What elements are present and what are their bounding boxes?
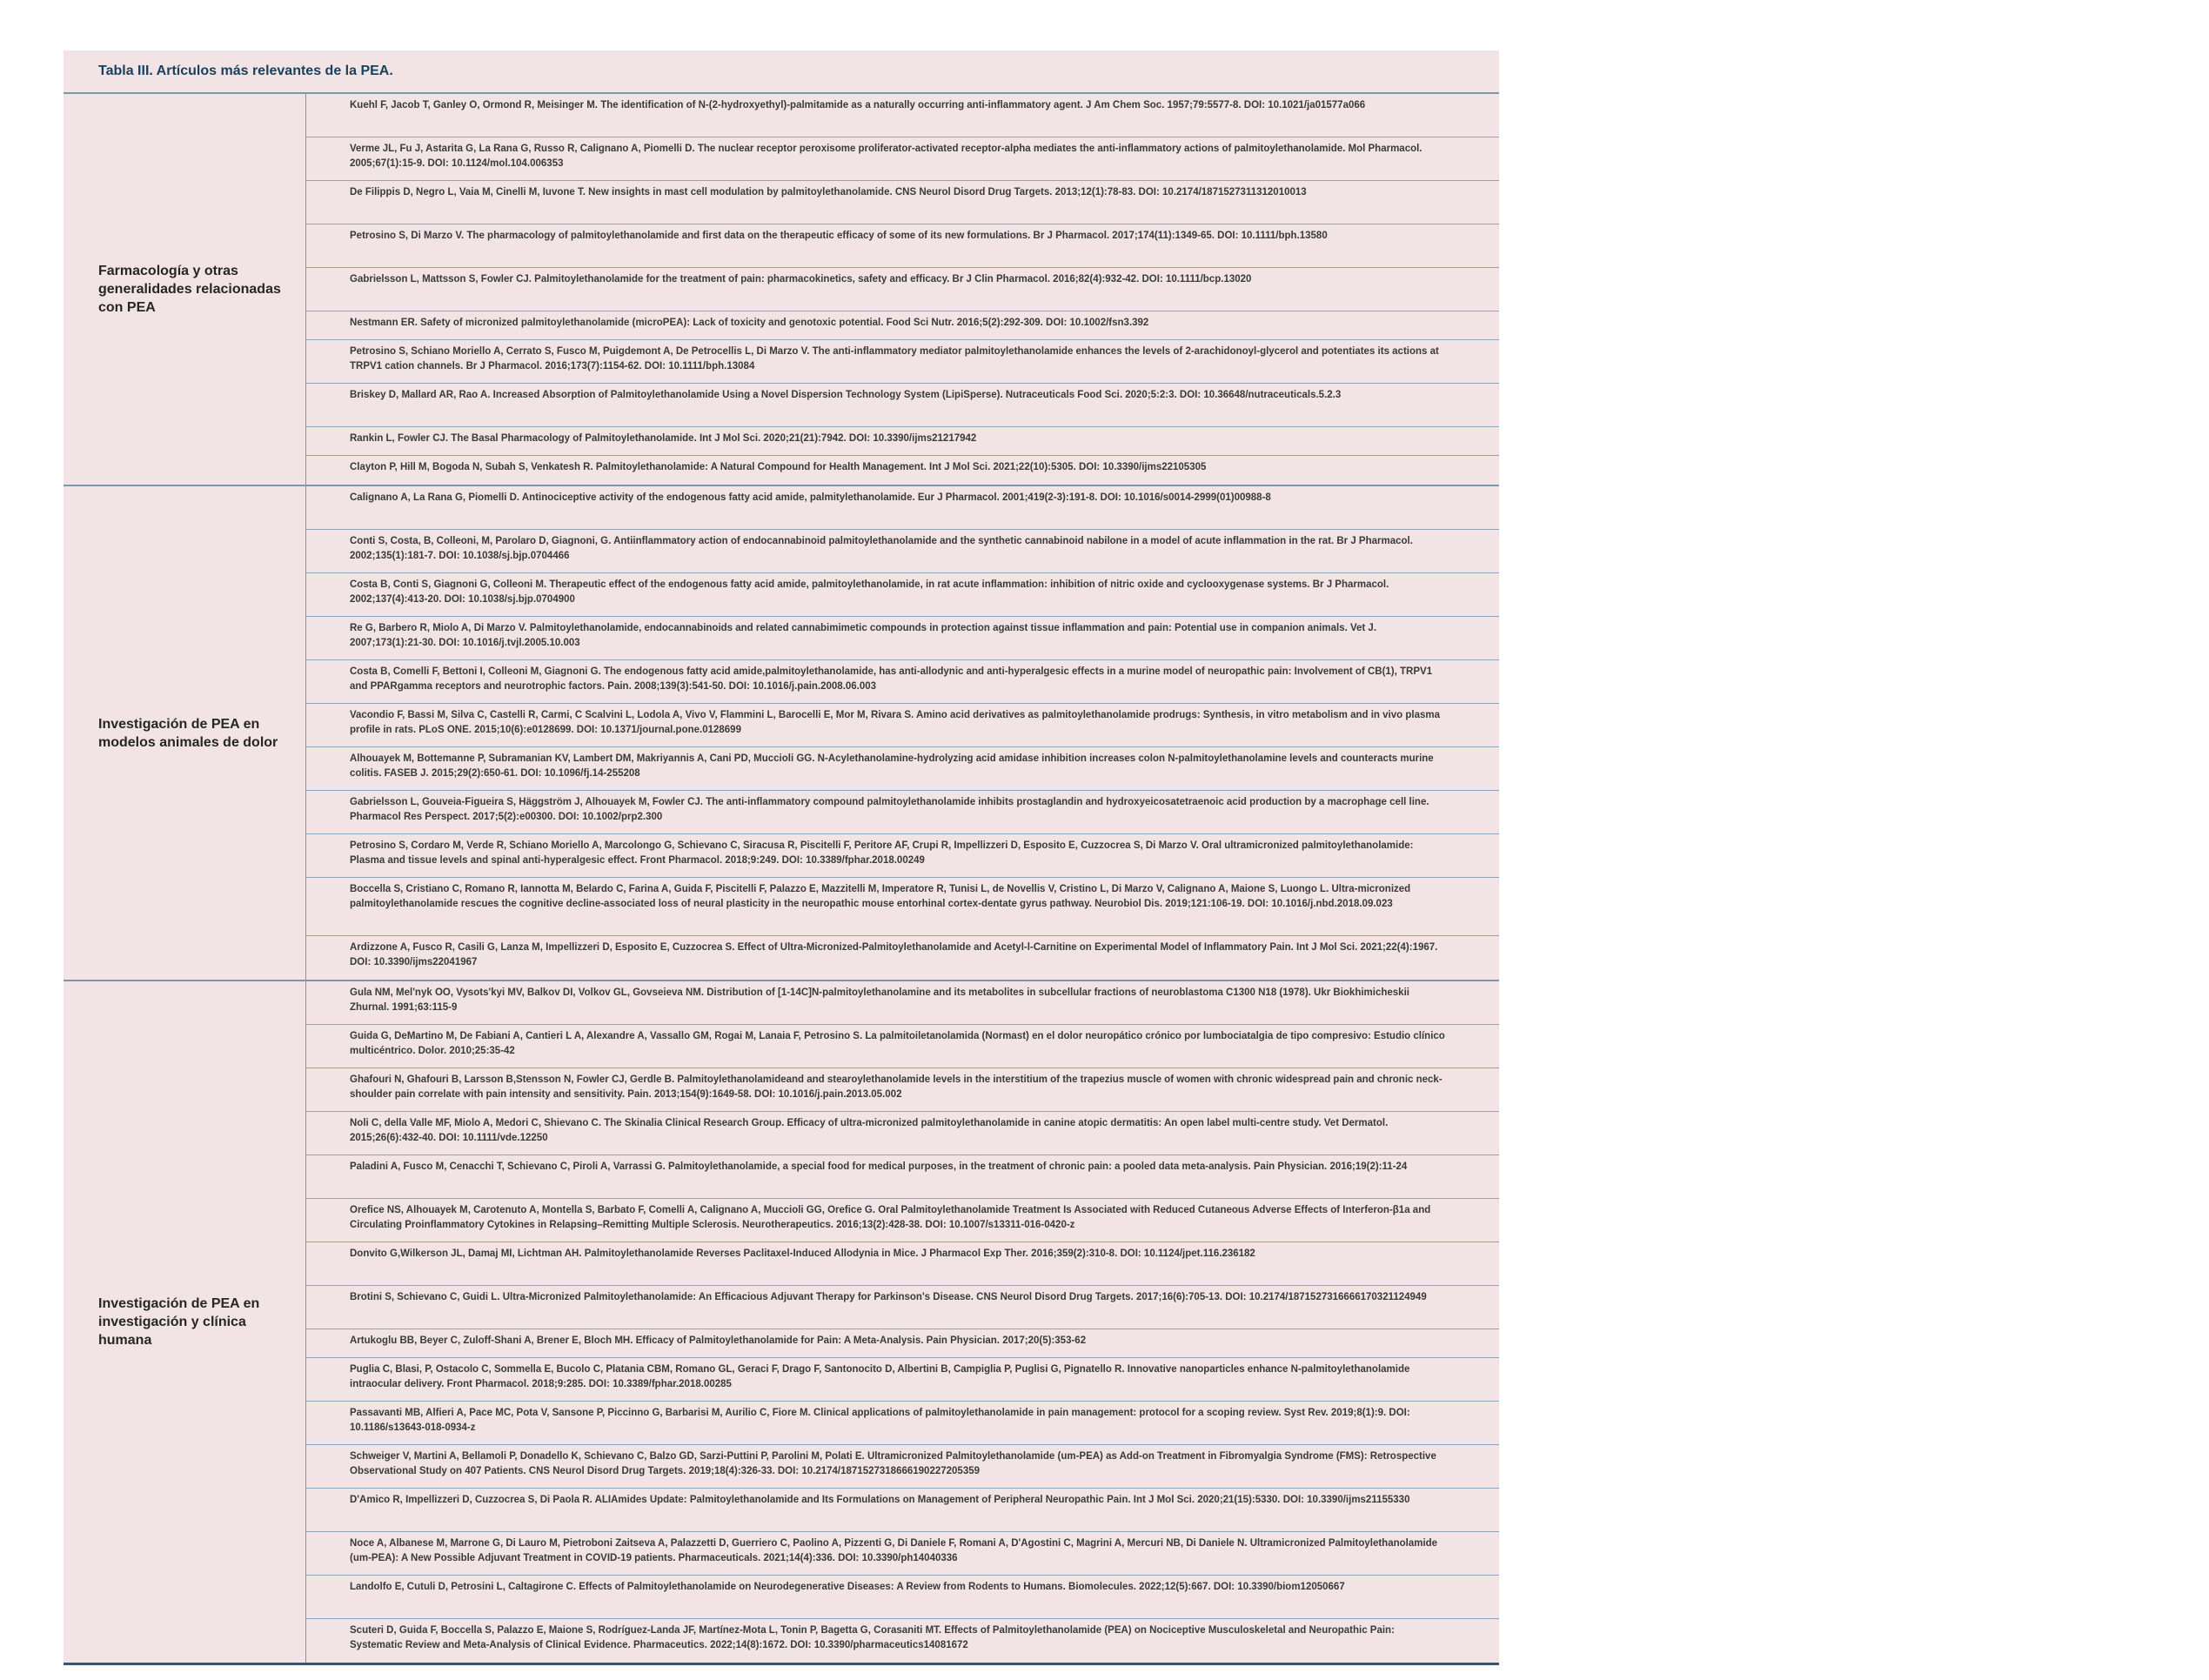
section-label	[64, 486, 306, 980]
reference-row: Puglia C, Blasi, P, Ostacolo C, Sommella E, Bucolo C, Platania CBM, Romano GL, Geraci F, Drago F, Santonocito D, Albertini B, Campiglia P, Puglisi G, Pignatello R. Innovative nanoparticles enhance N-palmitoylethanolamide intraocular delivery. Front Pharmacol. 2018;9:285. DOI: 10.3389/fphar.2018.00285	[306, 1358, 1499, 1402]
reference-row: Vacondio F, Bassi M, Silva C, Castelli R, Carmi, C Scalvini L, Lodola A, Vivo V, Flammini L, Barocelli E, Mor M, Rivara S. Amino acid derivatives as palmitoylethanolamide prodrugs: Synthesis, in vitro metabolism and in vivo plasma profile in rats. PLoS ONE. 2015;10(6):e0128699. DOI: 10.1371/journal.pone.0128699	[306, 704, 1499, 747]
reference-row: De Filippis D, Negro L, Vaia M, Cinelli M, Iuvone T. New insights in mast cell modulation by palmitoylethanolamide. CNS Neurol Disord Drug Targets. 2013;12(1):78-83. DOI: 10.2174/1871527311312010013	[306, 181, 1499, 224]
reference-row: Briskey D, Mallard AR, Rao A. Increased Absorption of Palmitoylethanolamide Using a Novel Dispersion Technology System (LipiSperse). Nutraceuticals Food Sci. 2020;5:2:3. DOI: 10.36648/nutraceuticals.5.2.3	[306, 384, 1499, 427]
reference-row: Ardizzone A, Fusco R, Casili G, Lanza M, Impellizzeri D, Esposito E, Cuzzocrea S. Effect of Ultra-Micronized-Palmitoylethanolamide and Acetyl-l-Carnitine on Experimental Model of Inflammatory Pain. Int J Mol Sci. 2021;22(4):1967. DOI: 10.3390/ijms22041967	[350, 942, 1438, 967]
section-pharmacology	[64, 94, 1499, 486]
reference-row: Conti S, Costa, B, Colleoni, M, Parolaro D, Giagnoni, G. Antiinflammatory action of endocannabinoid palmitoylethanolamide and the synthetic cannabinoid nabilone in a model of acute inflammation in the rat. Br J Pharmacol. 2002;135(1):181-7. DOI: 10.1038/sj.bjp.0704466	[306, 530, 1499, 573]
reference-list	[306, 94, 1499, 485]
reference-row: Artukoglu BB, Beyer C, Zuloff-Shani A, Brener E, Bloch MH. Efficacy of Palmitoylethanolamide for Pain: A Meta-Analysis. Pain Physician. 2017;20(5):353-62	[306, 1329, 1499, 1358]
reference-row: Landolfo E, Cutuli D, Petrosini L, Caltagirone C. Effects of Palmitoylethanolamide on Neurodegenerative Diseases: A Review from Rodents to Humans. Biomolecules. 2022;12(5):667. DOI: 10.3390/biom12050667	[306, 1576, 1499, 1619]
reference-row: Donvito G,Wilkerson JL, Damaj MI, Lichtman AH. Palmitoylethanolamide Reverses Paclitaxel-Induced Allodynia in Mice. J Pharmacol Exp Ther. 2016;359(2):310-8. DOI: 10.1124/jpet.116.236182	[306, 1242, 1499, 1286]
reference-list	[306, 486, 1499, 980]
reference-row: Alhouayek M, Bottemanne P, Subramanian KV, Lambert DM, Makriyannis A, Cani PD, Muccioli GG. N-Acylethanolamine-hydrolyzing acid amidase inhibition increases colon N-palmitoylethanolamine levels and counteracts murine colitis. FASEB J. 2015;29(2):650-61. DOI: 10.1096/fj.14-255208	[306, 747, 1499, 791]
reference-row: Boccella S, Cristiano C, Romano R, Iannotta M, Belardo C, Farina A, Guida F, Piscitelli F, Palazzo E, Mazzitelli M, Imperatore R, Tunisi L, de Novellis V, Cristino L, Di Marzo V, Calignano A, Maione S, Luongo L. Ultra-micronized palmitoylethanolamide rescues the cognitive decline-associated loss of neural plasticity in the neuropathic mouse entorhinal cortex-dentate gyrus pathway. Neurobiol Dis. 2019;121:106-19. DOI: 10.1016/j.nbd.2018.09.023	[306, 878, 1499, 936]
section-label-text: Investigación de PEA en modelos animales de dolor	[98, 716, 278, 750]
section-label-text: Farmacología y otras generalidades relacionadas con PEA	[98, 264, 281, 315]
reference-row: Guida G, DeMartino M, De Fabiani A, Cantieri L A, Alexandre A, Vassallo GM, Rogai M, Lanaia F, Petrosino S. La palmitoiletanolamida (Normast) en el dolor neuropático crónico por lumbociatalgia de tipo compresivo: Estudio clínico multicéntrico. Dolor. 2010;25:35-42	[306, 1025, 1499, 1068]
section-label	[64, 981, 306, 1663]
reference-row: Kuehl F, Jacob T, Ganley O, Ormond R, Meisinger M. The identification of N-(2-hydroxyethyl)-palmitamide as a naturally occurring anti-inflammatory agent. J Am Chem Soc. 1957;79:5577-8. DOI: 10.1021/ja01577a066	[306, 94, 1499, 137]
reference-row: Petrosino S, Cordaro M, Verde R, Schiano Moriello A, Marcolongo G, Schievano C, Siracusa R, Piscitelli F, Peritore AF, Crupi R, Impellizzeri D, Esposito E, Cuzzocrea S, Di Marzo V. Oral ultramicronized palmitoylethanolamide: Plasma and tissue levels and spinal anti-hyperalgesic effect. Front Pharmacol. 2018;9:249. DOI: 10.3389/fphar.2018.00249	[306, 834, 1499, 878]
reference-row: Petrosino S, Schiano Moriello A, Cerrato S, Fusco M, Puigdemont A, De Petrocellis L, Di Marzo V. The anti-inflammatory mediator palmitoylethanolamide enhances the levels of 2-arachidonoyl-glycerol and potentiates its actions at TRPV1 cation channels. Br J Pharmacol. 2016;173(7):1154-62. DOI: 10.1111/bph.13084	[306, 340, 1499, 384]
reference-list	[306, 981, 1499, 1663]
reference-row: Rankin L, Fowler CJ. The Basal Pharmacology of Palmitoylethanolamide. Int J Mol Sci. 2020;21(21):7942. DOI: 10.3390/ijms21217942	[306, 427, 1499, 456]
reference-row: Noli C, della Valle MF, Miolo A, Medori C, Shievano C. The Skinalia Clinical Research Group. Efficacy of ultra-micronized palmitoylethanolamide in canine atopic dermatitis: An open label multi-centre study. Vet Dermatol. 2015;26(6):432-40. DOI: 10.1111/vde.12250	[306, 1112, 1499, 1155]
reference-row: Gabrielsson L, Mattsson S, Fowler CJ. Palmitoylethanolamide for the treatment of pain: pharmacokinetics, safety and efficacy. Br J Clin Pharmacol. 2016;82(4):932-42. DOI: 10.1111/bcp.13020	[306, 268, 1499, 311]
reference-row: Gabrielsson L, Gouveia-Figueira S, Häggström J, Alhouayek M, Fowler CJ. The anti-inflammatory compound palmitoylethanolamide inhibits prostaglandin and hydroxyeicosatetraenoic acid production by a macrophage cell line. Pharmacol Res Perspect. 2017;5(2):e00300. DOI: 10.1002/prp2.300	[306, 791, 1499, 834]
references-table	[64, 50, 1499, 1665]
reference-row: Orefice NS, Alhouayek M, Carotenuto A, Montella S, Barbato F, Comelli A, Calignano A, Muccioli GG, Orefice G. Oral Palmitoylethanolamide Treatment Is Associated with Reduced Cutaneous Adverse Effects of Interferon-β1a and Circulating Proinflammatory Cytokines in Relapsing–Remitting Multiple Sclerosis. Neurotherapeutics. 2016;13(2):428-38. DOI: 10.1007/s13311-016-0420-z	[306, 1199, 1499, 1242]
section-label-text: Investigación de PEA en investigación y clínica humana	[98, 1296, 260, 1348]
reference-row: Paladini A, Fusco M, Cenacchi T, Schievano C, Piroli A, Varrassi G. Palmitoylethanolamide, a special food for medical purposes, in the treatment of chronic pain: a pooled data meta-analysis. Pain Physician. 2016;19(2):11-24	[306, 1155, 1499, 1199]
reference-row: Passavanti MB, Alfieri A, Pace MC, Pota V, Sansone P, Piccinno G, Barbarisi M, Aurilio C, Fiore M. Clinical applications of palmitoylethanolamide in pain management: protocol for a scoping review. Syst Rev. 2019;8(1):9. DOI: 10.1186/s13643-018-0934-z	[306, 1402, 1499, 1445]
reference-row: Nestmann ER. Safety of micronized palmitoylethanolamide (microPEA): Lack of toxicity and genotoxic potential. Food Sci Nutr. 2016;5(2):292-309. DOI: 10.1002/fsn3.392	[306, 311, 1499, 340]
reference-row: D'Amico R, Impellizzeri D, Cuzzocrea S, Di Paola R. ALIAmides Update: Palmitoylethanolamide and Its Formulations on Management of Peripheral Neuropathic Pain. Int J Mol Sci. 2020;21(15):5330. DOI: 10.3390/ijms21155330	[306, 1489, 1499, 1532]
table-title: Tabla III. Artículos más relevantes de la PEA.	[64, 50, 1499, 94]
reference-row: Noce A, Albanese M, Marrone G, Di Lauro M, Pietroboni Zaitseva A, Palazzetti D, Guerriero C, Paolino A, Pizzenti G, Di Daniele F, Romani A, D'Agostini C, Magrini A, Mercuri NB, Di Daniele N. Ultramicronized Palmitoylethanolamide (um-PEA): A New Possible Adjuvant Treatment in COVID-19 patients. Pharmaceuticals. 2021;14(4):336. DOI: 10.3390/ph14040336	[306, 1532, 1499, 1576]
reference-row: Gula NM, Mel'nyk OO, Vysots'kyi MV, Balkov DI, Volkov GL, Govseieva NM. Distribution of [1-14C]N-palmitoylethanolamine and its metabolites in subcellular fractions of neuroblastoma C1300 N18 (1978). Ukr Biokhimicheskii Zhurnal. 1991;63:115-9	[306, 981, 1499, 1025]
section-animal-models	[64, 486, 1499, 981]
reference-row: Costa B, Comelli F, Bettoni I, Colleoni M, Giagnoni G. The endogenous fatty acid amide,palmitoylethanolamide, has anti-allodynic and anti-hyperalgesic effects in a murine model of neuropathic pain: Involvement of CB(1), TRPV1 and PPARgamma receptors and neurotrophic factors. Pain. 2008;139(3):541-50. DOI: 10.1016/j.pain.2008.06.003	[306, 660, 1499, 704]
reference-row: Re G, Barbero R, Miolo A, Di Marzo V. Palmitoylethanolamide, endocannabinoids and related cannabimimetic compounds in protection against tissue inflammation and pain: Potential use in companion animals. Vet J. 2007;173(1):21-30. DOI: 10.1016/j.tvjl.2005.10.003	[306, 617, 1499, 660]
reference-row: Scuteri D, Guida F, Boccella S, Palazzo E, Maione S, Rodríguez-Landa JF, Martínez-Mota L, Tonin P, Bagetta G, Corasaniti MT. Effects of Palmitoylethanolamide (PEA) on Nociceptive Musculoskeletal and Neuropathic Pain: Systematic Review and Meta-Analysis of Clinical Evidence. Pharmaceutics. 2022;14(8):1672. DOI: 10.3390/pharmaceutics14081672	[350, 1625, 1395, 1650]
reference-row: Schweiger V, Martini A, Bellamoli P, Donadello K, Schievano C, Balzo GD, Sarzi-Puttini P, Parolini M, Polati E. Ultramicronized Palmitoylethanolamide (um-PEA) as Add-on Treatment in Fibromyalgia Syndrome (FMS): Retrospective Observational Study on 407 Patients. CNS Neurol Disord Drug Targets. 2019;18(4):326-33. DOI: 10.2174/1871527318666190227205359	[306, 1445, 1499, 1489]
reference-row: Brotini S, Schievano C, Guidi L. Ultra-Micronized Palmitoylethanolamide: An Efficacious Adjuvant Therapy for Parkinson's Disease. CNS Neurol Disord Drug Targets. 2017;16(6):705-13. DOI: 10.2174/1871527316666170321124949	[306, 1286, 1499, 1329]
reference-row: Clayton P, Hill M, Bogoda N, Subah S, Venkatesh R. Palmitoylethanolamide: A Natural Compound for Health Management. Int J Mol Sci. 2021;22(10):5305. DOI: 10.3390/ijms22105305	[350, 462, 1207, 472]
reference-row: Ghafouri N, Ghafouri B, Larsson B,Stensson N, Fowler CJ, Gerdle B. Palmitoylethanolamideand and stearoylethanolamide levels in the interstitium of the trapezius muscle of women with chronic widespread pain and chronic neck-shoulder pain correlate with pain intensity and sensitivity. Pain. 2013;154(9):1649-58. DOI: 10.1016/j.pain.2013.05.002	[306, 1068, 1499, 1112]
section-human-clinical	[64, 981, 1499, 1665]
reference-row: Costa B, Conti S, Giagnoni G, Colleoni M. Therapeutic effect of the endogenous fatty acid amide, palmitoylethanolamide, in rat acute inflammation: inhibition of nitric oxide and cyclooxygenase systems. Br J Pharmacol. 2002;137(4):413-20. DOI: 10.1038/sj.bjp.0704900	[306, 573, 1499, 617]
reference-row: Petrosino S, Di Marzo V. The pharmacology of palmitoylethanolamide and first data on the therapeutic efficacy of some of its new formulations. Br J Pharmacol. 2017;174(11):1349-65. DOI: 10.1111/bph.13580	[306, 224, 1499, 268]
reference-row: Calignano A, La Rana G, Piomelli D. Antinociceptive activity of the endogenous fatty acid amide, palmitylethanolamide. Eur J Pharmacol. 2001;419(2-3):191-8. DOI: 10.1016/s0014-2999(01)00988-8	[306, 486, 1499, 530]
section-label	[64, 94, 306, 485]
reference-row: Verme JL, Fu J, Astarita G, La Rana G, Russo R, Calignano A, Piomelli D. The nuclear receptor peroxisome proliferator-activated receptor-alpha mediates the anti-inflammatory actions of palmitoylethanolamide. Mol Pharmacol. 2005;67(1):15-9. DOI: 10.1124/mol.104.006353	[306, 137, 1499, 181]
